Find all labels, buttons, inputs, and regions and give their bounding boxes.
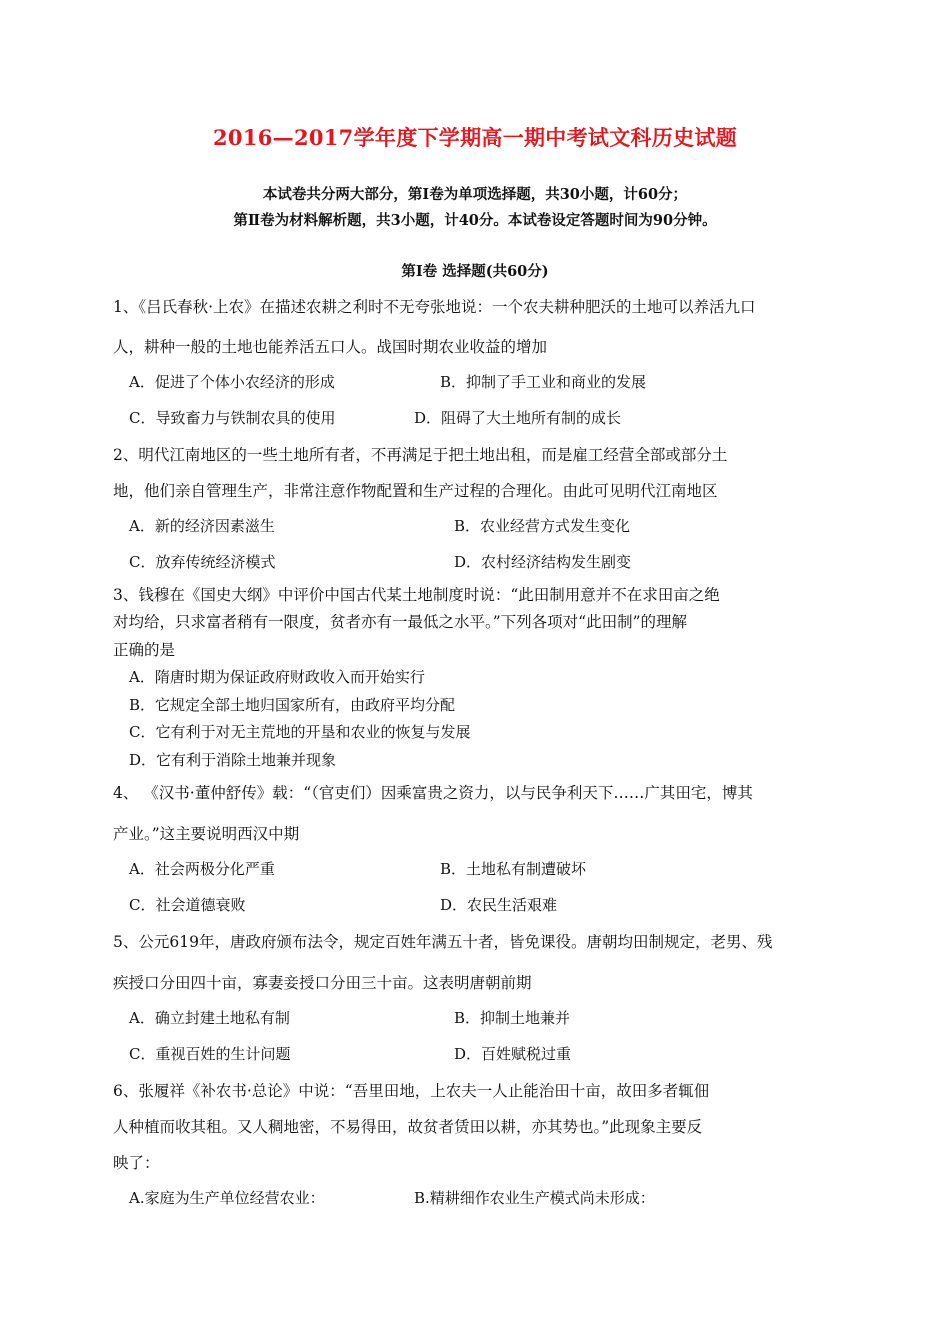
question-4-option-d[interactable]: D．农民生活艰难	[440, 896, 558, 914]
question-4-option-a[interactable]: A．社会两极分化严重	[129, 860, 275, 878]
question-2-stem-line-1: 2、明代江南地区的一些土地所有者，不再满足于把土地出租，而是雇工经营全部或部分土	[113, 446, 728, 464]
question-1-option-d[interactable]: D．阻碍了大土地所有制的成长	[414, 409, 622, 427]
question-5-stem-line-1: 5、公元619年，唐政府颁布法令，规定百姓年满五十者，皆免课役。唐朝均田制规定，老男、残	[113, 933, 773, 951]
question-4-stem-line-2: 产业。”这主要说明西汉中期	[113, 825, 300, 843]
question-3-option-c[interactable]: C．它有利于对无主荒地的开垦和农业的恢复与发展	[129, 723, 471, 741]
question-5-option-a[interactable]: A．确立封建土地私有制	[129, 1009, 290, 1027]
question-3-option-b[interactable]: B．它规定全部土地归国家所有，由政府平均分配	[129, 696, 456, 714]
question-4-stem-line-1: 4、 《汉书·董仲舒传》载：“（官吏们）因乘富贵之资力，以与民争利天下……广其田宅，博其	[113, 784, 753, 802]
section-title: 第Ⅰ卷 选择题(共60分)	[401, 263, 549, 280]
question-6-option-a[interactable]: A.家庭为生产单位经营农业：	[129, 1189, 325, 1207]
question-3-stem-line-2: 对均给，只求富者稍有一限度，贫者亦有一最低之水平。”下列各项对“此田制”的理解	[113, 613, 688, 631]
question-2-stem-line-2: 地，他们亲自管理生产，非常注意作物配置和生产过程的合理化。由此可见明代江南地区	[113, 482, 718, 500]
question-6-stem-line-1: 6、张履祥《补农书·总论》中说：“吾里田地，上农夫一人止能治田十亩，故田多者辄佃	[113, 1082, 710, 1100]
question-6-stem-line-3: 映了：	[113, 1154, 160, 1172]
question-5-option-c[interactable]: C．重视百姓的生计问题	[129, 1045, 291, 1063]
question-5-stem-line-2: 疾授口分田四十亩，寡妻妾授口分田三十亩。这表明唐朝前期	[113, 974, 532, 992]
question-1-option-a[interactable]: A．促进了个体小农经济的形成	[129, 373, 335, 391]
question-6-stem-line-2: 人种植而收其租。又人稠地密，不易得田，故贫者赁田以耕，亦其势也。”此现象主要反	[113, 1118, 703, 1136]
question-3-stem-line-3: 正确的是	[113, 641, 176, 659]
exam-intro-line-2: 第Ⅱ卷为材料解析题，共3小题，计40分。本试卷设定答题时间为90分钟。	[233, 212, 717, 229]
question-2-option-d[interactable]: D．农村经济结构发生剧变	[454, 553, 632, 571]
exam-title: 2016—2017学年度下学期高一期中考试文科历史试题	[213, 125, 737, 150]
question-4-option-b[interactable]: B．土地私有制遭破坏	[440, 860, 587, 878]
question-3-stem-line-1: 3、钱穆在《国史大纲》中评价中国古代某土地制度时说：“此田制用意并不在求田亩之绝	[113, 586, 720, 604]
question-6-option-b[interactable]: B.精耕细作农业生产模式尚未形成：	[414, 1189, 655, 1207]
question-2-option-c[interactable]: C．放弃传统经济模式	[129, 553, 276, 571]
question-1-option-c[interactable]: C．导致畜力与铁制农具的使用	[129, 409, 336, 427]
question-2-option-a[interactable]: A．新的经济因素滋生	[129, 517, 275, 535]
question-3-option-a[interactable]: A．隋唐时期为保证政府财政收入而开始实行	[129, 668, 425, 686]
question-2-option-b[interactable]: B．农业经营方式发生变化	[454, 517, 631, 535]
question-1-stem-line-2: 人，耕种一般的土地也能养活五口人。战国时期农业收益的增加	[113, 338, 548, 356]
question-1-stem-line-1: 1、《吕氏春秋·上农》在描述农耕之利时不无夸张地说：一个农夫耕种肥沃的土地可以养活九口	[113, 298, 756, 316]
question-5-option-d[interactable]: D．百姓赋税过重	[454, 1045, 572, 1063]
question-3-option-d[interactable]: D．它有利于消除土地兼并现象	[129, 751, 337, 769]
question-5-option-b[interactable]: B．抑制土地兼并	[454, 1009, 571, 1027]
question-4-option-c[interactable]: C．社会道德衰败	[129, 896, 246, 914]
question-1-option-b[interactable]: B．抑制了手工业和商业的发展	[440, 373, 647, 391]
exam-intro-line-1: 本试卷共分两大部分，第Ⅰ卷为单项选择题，共30小题，计60分；	[262, 186, 688, 203]
